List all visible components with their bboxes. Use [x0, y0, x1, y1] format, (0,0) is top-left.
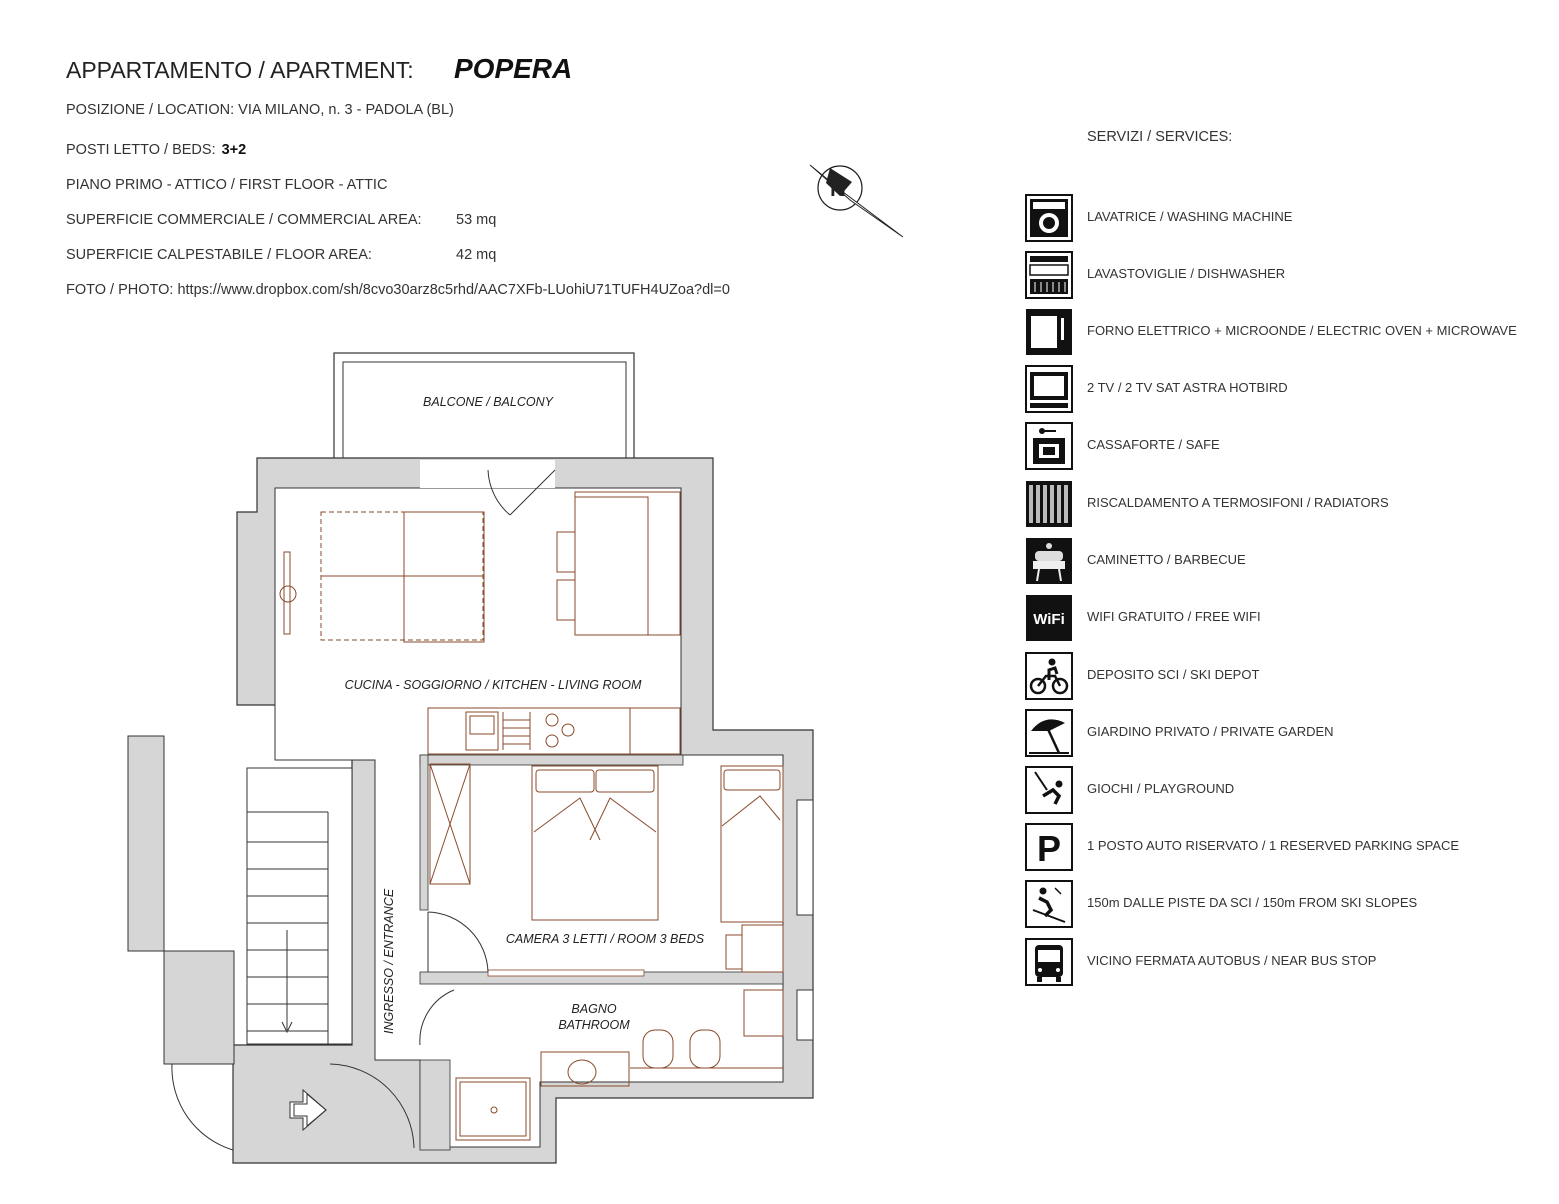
bathroom-label-en: BATHROOM	[558, 1018, 630, 1032]
service-item	[1025, 422, 1545, 470]
service-label: GIOCHI / PLAYGROUND	[1087, 781, 1235, 796]
apartment-name: POPERA	[454, 53, 573, 84]
balcony-label: BALCONE / BALCONY	[423, 395, 553, 409]
service-item	[1025, 766, 1545, 814]
service-label: RISCALDAMENTO A TERMOSIFONI / RADIATORS	[1087, 495, 1389, 510]
commercial-area-value: 53 mq	[456, 212, 497, 228]
service-label: FORNO ELETTRICO + MICROONDE / ELECTRIC OVEN + MICROWAVE	[1087, 323, 1517, 338]
service-item	[1025, 308, 1545, 356]
service-item	[1025, 652, 1545, 700]
service-label: LAVASTOVIGLIE / DISHWASHER	[1087, 266, 1286, 281]
service-item	[1025, 365, 1545, 413]
floor-area-label: SUPERFICIE CALPESTABILE / FLOOR AREA:	[66, 247, 372, 263]
beds-label: POSTI LETTO / BEDS:	[66, 142, 216, 158]
service-item	[1025, 194, 1545, 242]
bedroom-label: CAMERA 3 LETTI / ROOM 3 BEDS	[505, 932, 705, 946]
parking-text: P	[1036, 828, 1062, 869]
photo-link[interactable]: FOTO / PHOTO: https://www.dropbox.com/sh/8cvo30arz8c5rhd/AAC7XFb-LUohiU71TUFH4UZoa?dl=0	[66, 282, 730, 298]
service-item	[1025, 480, 1545, 528]
wifi-text: WiFi	[1033, 611, 1065, 628]
service-label: WIFI GRATUITO / FREE WIFI	[1087, 609, 1261, 624]
wifi-icon	[1025, 594, 1073, 642]
radiator-icon	[1025, 480, 1073, 528]
bathroom-label-it: BAGNO	[571, 1002, 617, 1016]
north-label: N	[830, 176, 846, 201]
tv-icon	[1025, 365, 1073, 413]
service-label: GIARDINO PRIVATO / PRIVATE GARDEN	[1087, 724, 1334, 739]
service-label: 1 POSTO AUTO RISERVATO / 1 RESERVED PARKING SPACE	[1087, 838, 1460, 853]
commercial-area-label: SUPERFICIE COMMERCIALE / COMMERCIAL AREA:	[66, 212, 422, 228]
service-item	[1025, 537, 1545, 585]
swing-icon	[1025, 766, 1073, 814]
service-item	[1025, 880, 1545, 928]
washing-machine-icon	[1025, 194, 1073, 242]
location-text: POSIZIONE / LOCATION: VIA MILANO, n. 3 - PADOLA (BL)	[66, 102, 454, 118]
skier-icon	[1025, 880, 1073, 928]
service-item	[1025, 823, 1545, 871]
parking-icon	[1025, 823, 1073, 871]
service-item	[1025, 251, 1545, 299]
service-item	[1025, 938, 1545, 986]
title-label: APPARTAMENTO / APARTMENT:	[66, 57, 414, 83]
service-label: CASSAFORTE / SAFE	[1087, 437, 1220, 452]
bus-icon	[1025, 938, 1073, 986]
service-label: LAVATRICE / WASHING MACHINE	[1087, 209, 1293, 224]
bicycle-icon	[1025, 652, 1073, 700]
kitchen-label: CUCINA - SOGGIORNO / KITCHEN - LIVING ROOM	[344, 678, 642, 692]
service-label: VICINO FERMATA AUTOBUS / NEAR BUS STOP	[1087, 953, 1377, 968]
service-item	[1025, 709, 1545, 757]
floor-text: PIANO PRIMO - ATTICO / FIRST FLOOR - ATTIC	[66, 177, 388, 193]
oven-icon	[1025, 308, 1073, 356]
services-title: SERVIZI / SERVICES:	[1087, 129, 1233, 145]
floor-area-value: 42 mq	[456, 247, 497, 263]
safe-icon	[1025, 422, 1073, 470]
service-item	[1025, 594, 1545, 642]
service-label: 2 TV / 2 TV SAT ASTRA HOTBIRD	[1087, 380, 1288, 395]
entrance-label: INGRESSO / ENTRANCE	[382, 888, 396, 1034]
service-label: DEPOSITO SCI / SKI DEPOT	[1087, 667, 1260, 682]
barbecue-icon	[1025, 537, 1073, 585]
service-label: CAMINETTO / BARBECUE	[1087, 552, 1246, 567]
umbrella-icon	[1025, 709, 1073, 757]
service-label: 150m DALLE PISTE DA SCI / 150m FROM SKI SLOPES	[1087, 895, 1418, 910]
dishwasher-icon	[1025, 251, 1073, 299]
beds-value: 3+2	[221, 142, 247, 158]
north-arrow-icon	[810, 165, 903, 237]
